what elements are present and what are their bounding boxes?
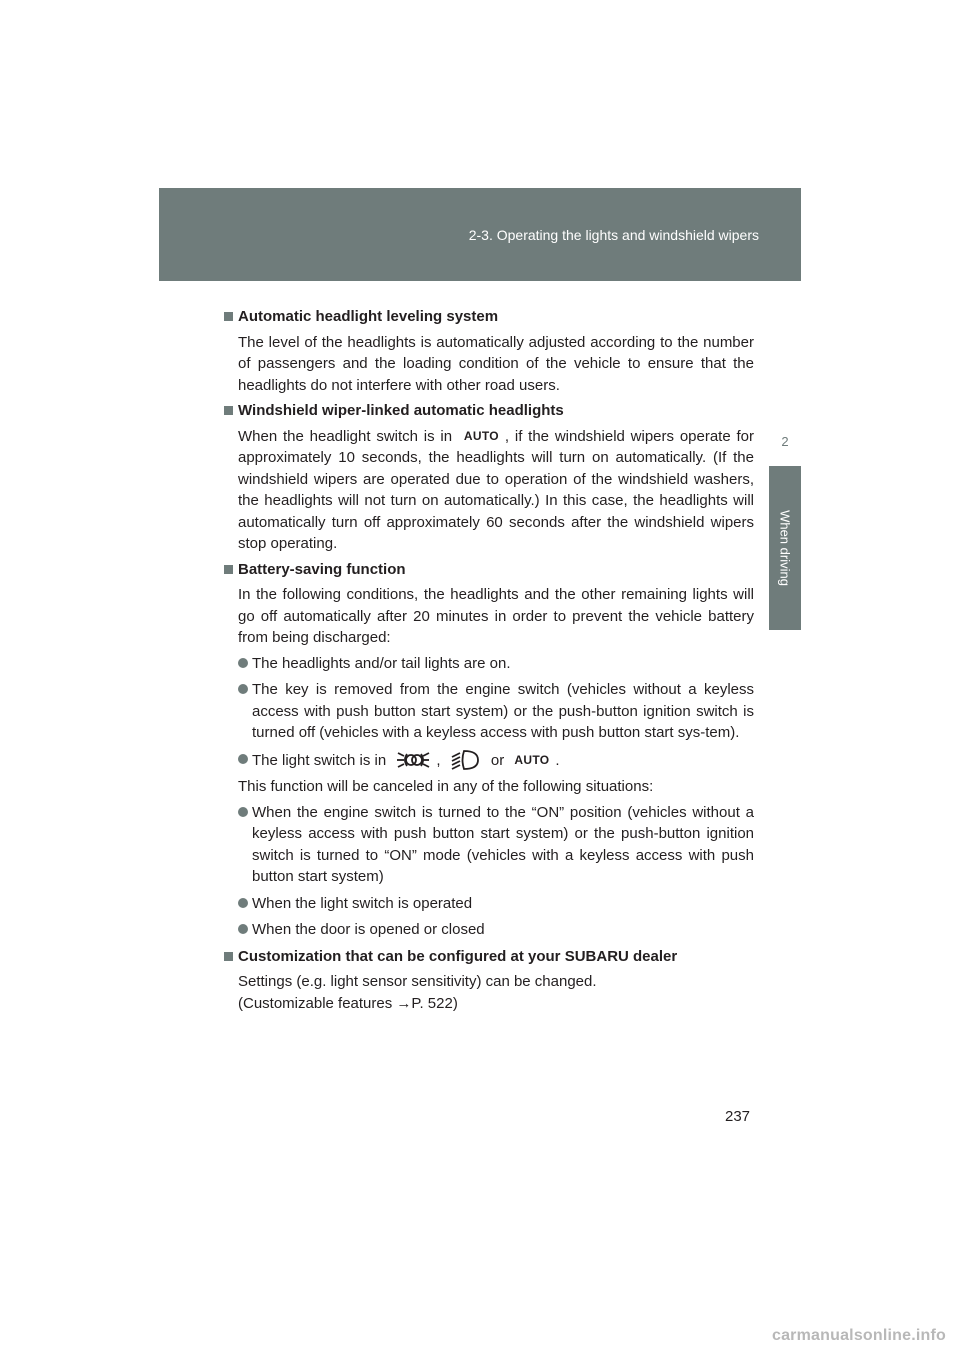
heading-text: Automatic headlight leveling system [238,308,499,325]
section-heading [224,306,754,328]
chapter-number: 2 [781,434,789,449]
paragraph [238,426,754,555]
paragraph: Settings (e.g. light sensor sensitivity) can be changed. [238,973,597,990]
condition-list [238,653,754,772]
list-item: When the engine switch is turned to the “ON” position (vehicles without a keyless access with push button start system) or the push-button ignition switch is turned to “ON” mode (vehicles with a keyless access with push button start system) [238,802,754,888]
section-battery [224,559,754,941]
bullet-icon [238,658,248,668]
headlight-icon [451,749,481,771]
paragraph: In the following conditions, the headlights and the other remaining lights will go off automatically after 20 minutes in order to prevent the vehicle battery from being discharged: [238,586,754,646]
square-bullet-icon [224,312,233,321]
paragraph: The level of the headlights is automatically adjusted according to the number of passengers and the loading condition of the vehicle to ensure that the headlights do not interfere with other road users. [238,333,754,394]
section-title: 2-3. Operating the lights and windshield wipers [468,227,759,243]
chapter-label: When driving [777,510,793,586]
list-item: The headlights and/or tail lights are on. [238,653,754,675]
list-item: The key is removed from the engine switch (vehicles without a keyless access with push button start system) or the push-button ignition switch is turned off (vehicles with a keyless access with push button start sys-tem). [238,679,754,744]
section-leveling [224,306,754,396]
section-heading [224,946,754,968]
cancel-list [238,802,754,941]
heading-text: Battery-saving function [238,560,406,578]
text: When the headlight switch is in [238,427,453,445]
watermark: carmanualsonline.info [771,1327,946,1344]
section-heading [224,559,754,581]
bullet-icon [238,807,248,817]
bullet-icon [238,684,248,694]
tail-light-icon [396,749,430,771]
page-number: 237 [725,1108,751,1125]
cross-reference[interactable]: (Customizable features →P. 522) [238,994,458,1012]
square-bullet-icon [224,952,233,961]
list-item: The light switch is in , or AUTO . [238,749,754,772]
section-customization [224,946,754,1015]
bullet-icon [238,924,248,934]
square-bullet-icon [224,406,233,415]
heading-text: Windshield wiper-linked automatic headlights [238,402,564,419]
list-item: When the light switch is operated [238,893,754,915]
header-bar [159,188,801,281]
section-heading [224,400,754,422]
square-bullet-icon [224,565,233,574]
heading-text: Customization that can be configured at your SUBARU dealer [238,947,678,965]
auto-icon: AUTO [514,752,550,767]
list-item: When the door is opened or closed [238,919,754,941]
page-content [224,306,754,1018]
auto-icon: AUTO [463,428,499,443]
paragraph: This function will be canceled in any of the following situations: [238,778,654,795]
bullet-icon [238,898,248,908]
text: , if the windshield wipers operate for approximately 10 seconds, the headlights will turn on automatically. (If the windshield wipers are operated due to operation of the windshield washers, the headlights will not turn on automatically.) In this case, the headlights will automatically turn off approximately 60 seconds after the windshield wipers stop operating. [238,427,754,552]
bullet-icon [238,754,248,764]
section-wiper-linked [224,400,754,555]
